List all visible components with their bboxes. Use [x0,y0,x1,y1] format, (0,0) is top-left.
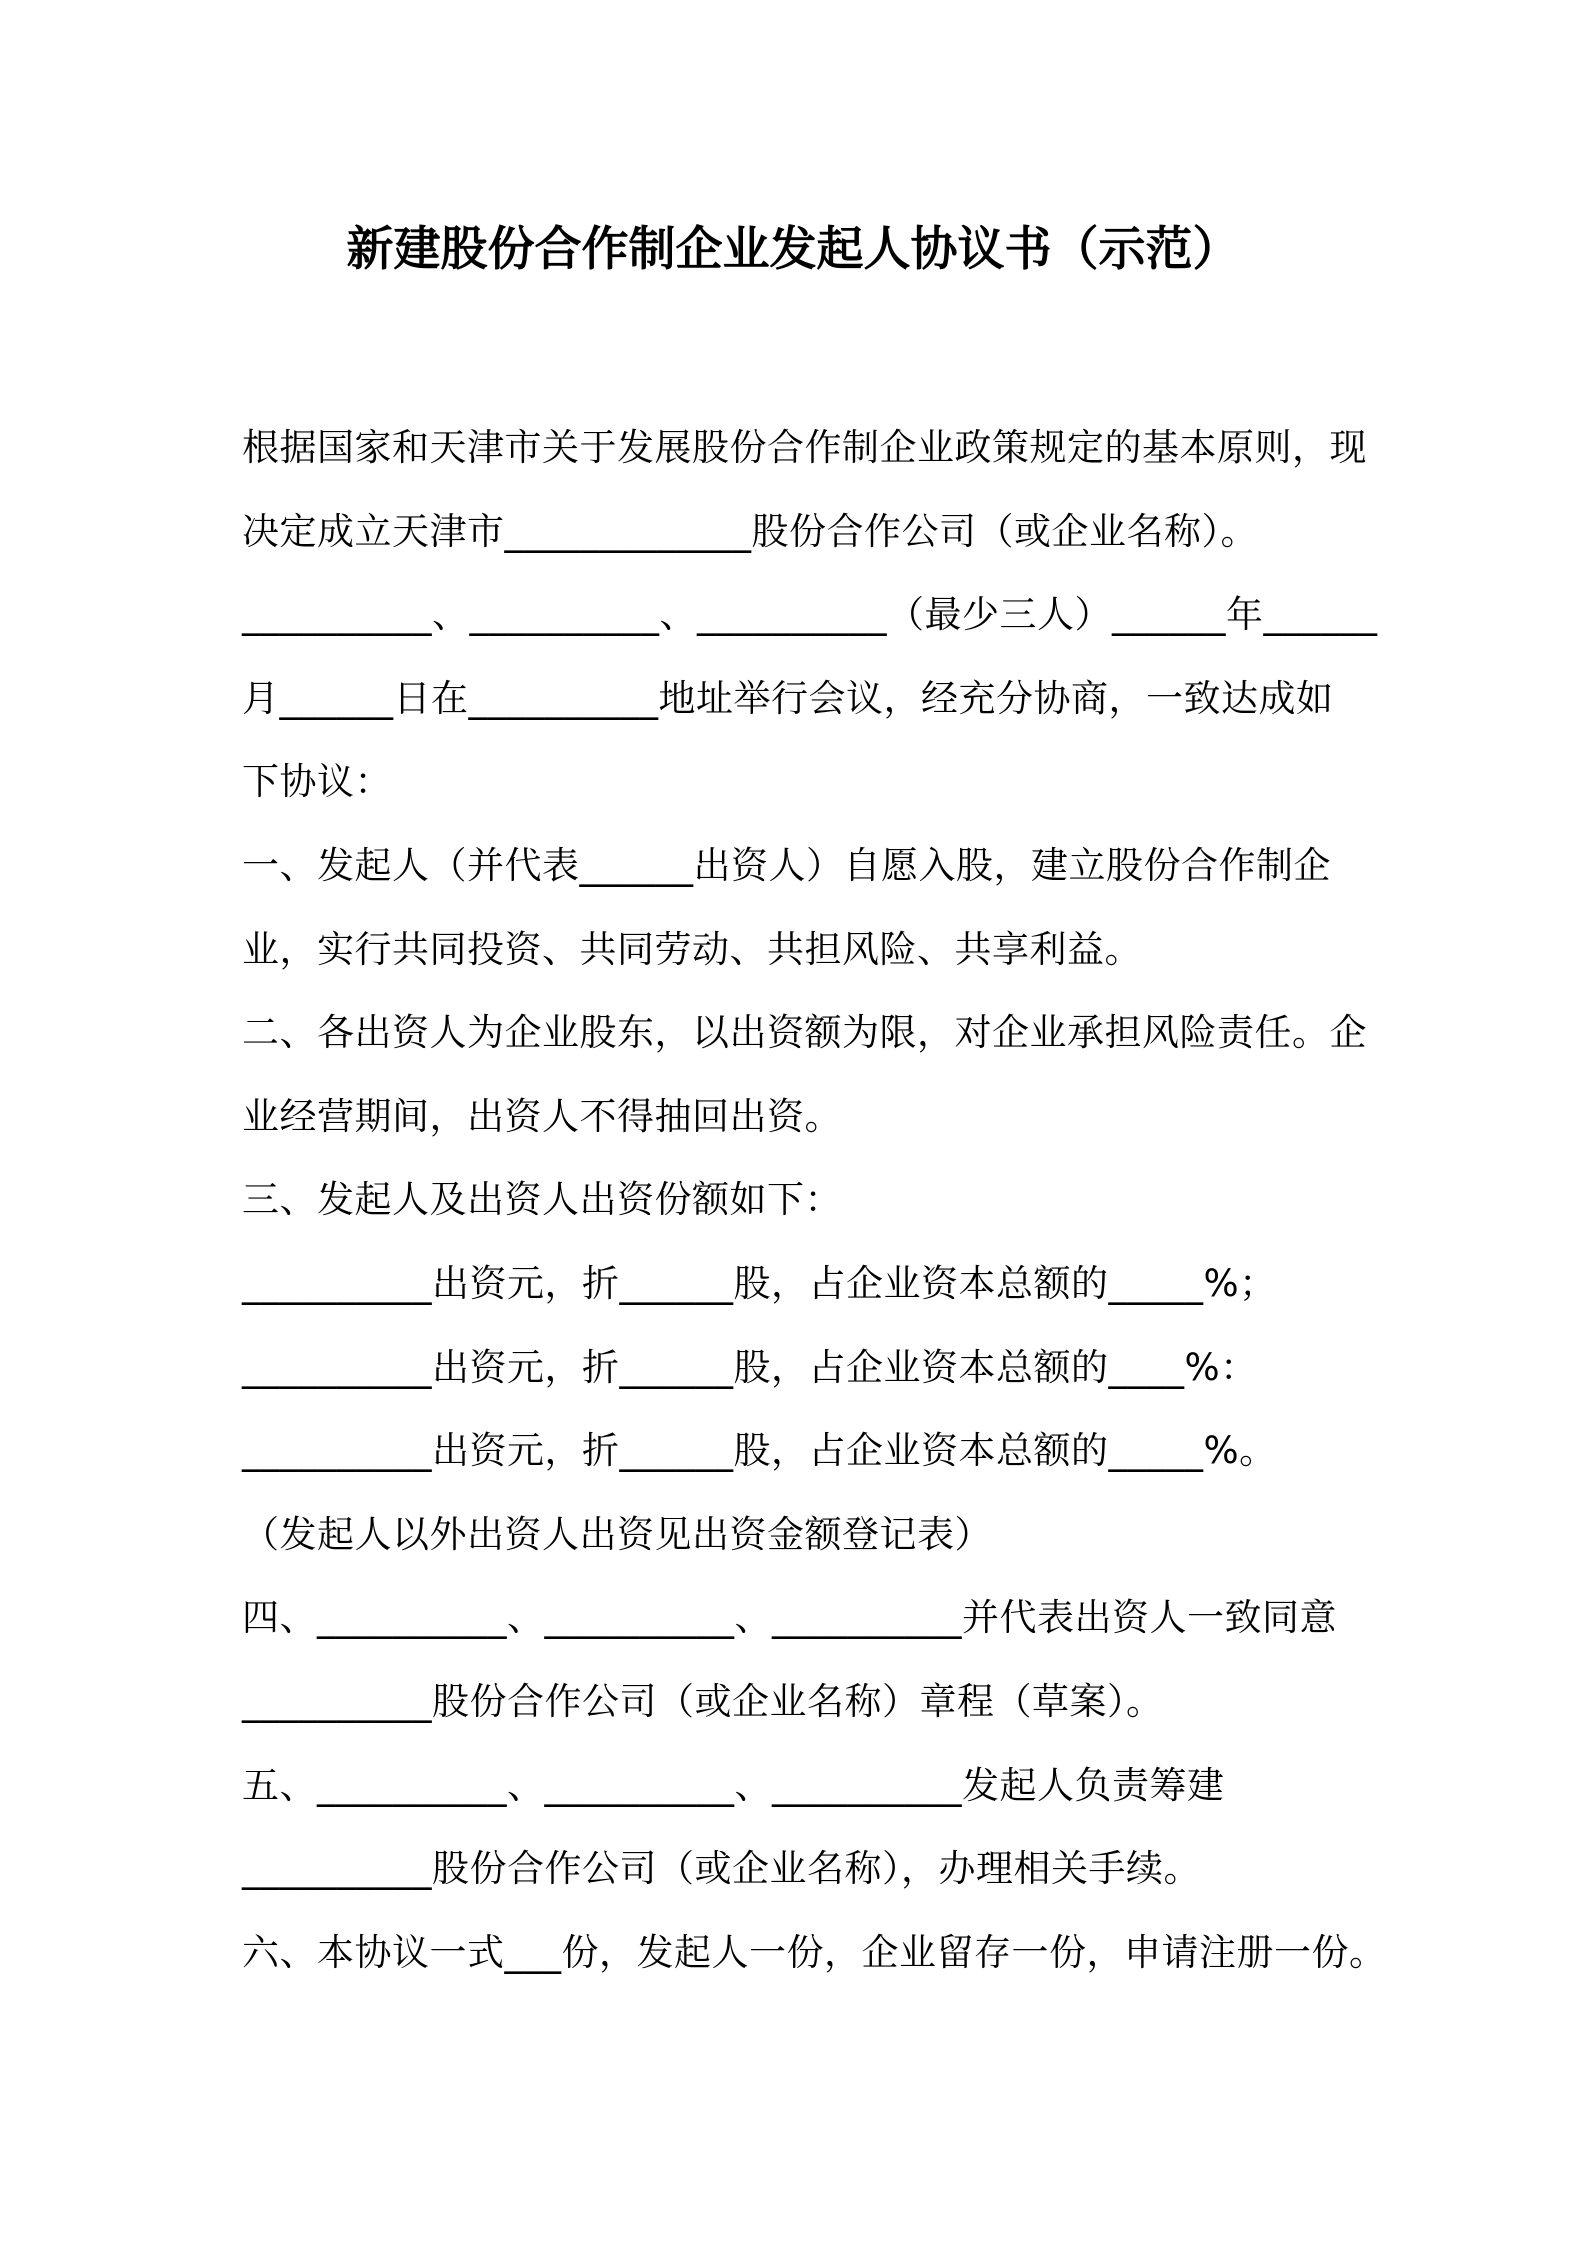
clause-5: 五、__________、__________、__________发起人负责筹建 [242,1763,1225,1807]
share-line: __________出资元，折______股，占企业资本总额的_____%。 [242,1429,1277,1473]
clause-2: 二、各出资人为企业股东，以出资额为限，对企业承担风险责任。企 [242,1011,1367,1055]
share-line: __________出资元，折______股，占企业资本总额的____%： [242,1345,1258,1389]
clause-1: 一、发起人（并代表______出资人）自愿入股，建立股份合作制企 [242,843,1331,887]
text-line: （发起人以外出资人出资见出资金额登记表） [242,1512,992,1556]
text-line: 业，实行共同投资、共同劳动、共担风险、共享利益。 [242,927,1142,971]
share-line: __________出资元，折______股，占企业资本总额的_____%； [242,1261,1277,1305]
clause-6: 六、本协议一式___份，发起人一份，企业留存一份，申请注册一份。 [242,1930,1387,1974]
text-line: __________股份合作公司（或企业名称），办理相关手续。 [242,1847,1201,1891]
text-line: 根据国家和天津市关于发展股份合作制企业政策规定的基本原则，现 [242,426,1367,469]
text-line: 下协议： [242,760,392,804]
text-line: 业经营期间，出资人不得抽回出资。 [242,1094,842,1138]
clause-3: 三、发起人及出资人出资份额如下： [242,1178,842,1222]
clause-4: 四、__________、__________、__________并代表出资人一致同意 [242,1596,1337,1640]
document-body [242,406,1387,1994]
text-line: __________股份合作公司（或企业名称）章程（草案）。 [242,1679,1164,1723]
text-line: 月______日在__________地址举行会议，经充分协商，一致达成如 [242,676,1334,720]
document-title: 新建股份合作制企业发起人协议书（示范） [346,222,1240,277]
text-line: 决定成立天津市_____________股份合作公司（或企业名称）。 [242,509,1258,553]
text-line: __________、__________、__________（最少三人）______年______ [242,593,1378,637]
